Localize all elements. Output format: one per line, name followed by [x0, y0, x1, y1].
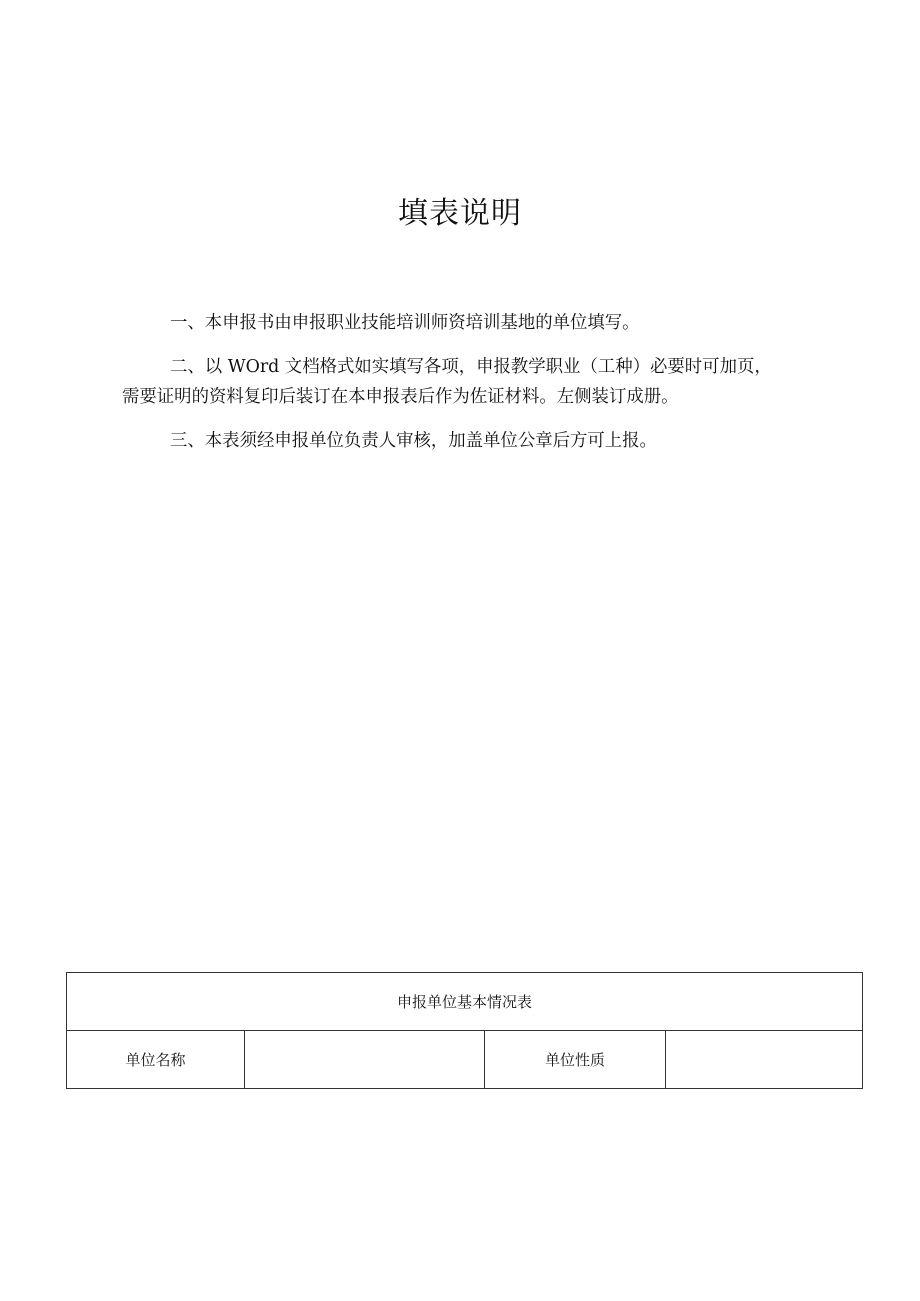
instruction-item-2-continuation: 需要证明的资料复印后装订在本申报表后作为佐证材料。左侧装订成册。: [122, 387, 679, 407]
instructions-section: [122, 308, 862, 470]
instruction-item-1: 一、本申报书由申报职业技能培训师资培训基地的单位填写。: [170, 313, 640, 333]
unit-name-label: 单位名称: [67, 1031, 245, 1089]
instruction-item-2: 二、以 WOrd 文档格式如实填写各项，申报教学职业（工种）必要时可加页，: [170, 357, 772, 377]
unit-name-field[interactable]: [245, 1031, 485, 1089]
table-caption: 申报单位基本情况表: [67, 973, 863, 1031]
page-title: 填表说明: [398, 196, 522, 231]
unit-type-field[interactable]: [666, 1031, 863, 1089]
instruction-item-3: 三、本表须经申报单位负责人审核，加盖单位公章后方可上报。: [170, 431, 657, 451]
table-caption-row: [67, 973, 863, 1031]
table-row: [67, 1031, 863, 1089]
unit-info-table: [66, 972, 863, 1089]
unit-type-label: 单位性质: [485, 1031, 666, 1089]
